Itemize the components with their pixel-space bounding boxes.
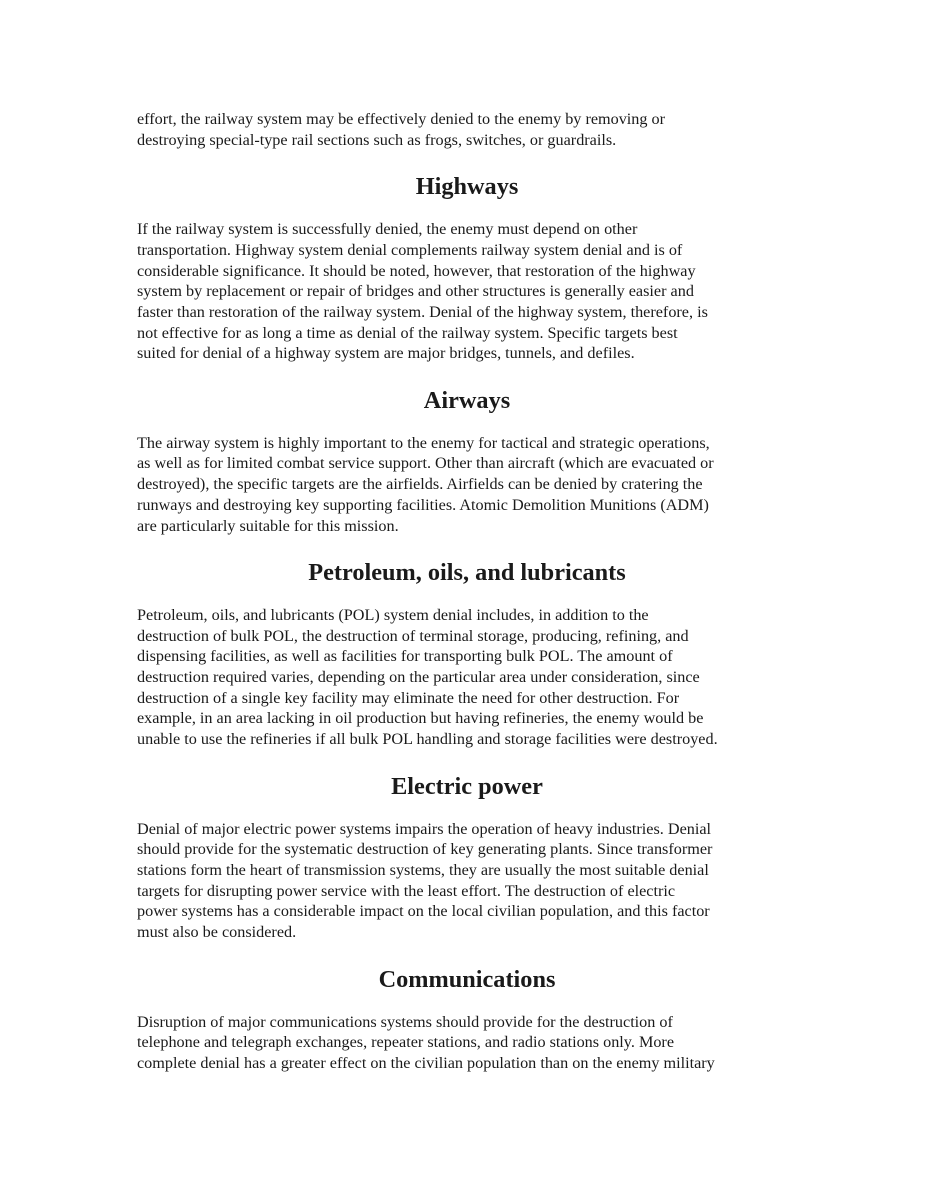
section-heading-electric-power: Electric power bbox=[391, 772, 543, 800]
section-heading-pol: Petroleum, oils, and lubricants bbox=[308, 559, 626, 587]
text-line: destroyed), the specific targets are the airfields. Airfields can be denied by cratering the bbox=[137, 475, 703, 494]
text-line: should provide for the systematic destruction of key generating plants. Since transformer bbox=[137, 840, 713, 859]
text-line: destruction required varies, depending on the particular area under consideration, since bbox=[137, 668, 700, 687]
text-line: transportation. Highway system denial complements railway system denial and is of bbox=[137, 240, 683, 259]
text-line: must also be considered. bbox=[137, 923, 297, 942]
text-line: Disruption of major communications systems should provide for the destruction of bbox=[137, 1012, 673, 1031]
text-line: system by replacement or repair of bridges and other structures is generally easier and bbox=[137, 282, 694, 301]
electric-power-paragraph bbox=[137, 819, 797, 943]
airways-paragraph bbox=[137, 433, 797, 537]
communications-paragraph bbox=[137, 1012, 797, 1074]
text-line: considerable significance. It should be noted, however, that restoration of the highway bbox=[137, 261, 696, 280]
text-line: Petroleum, oils, and lubricants (POL) system denial includes, in addition to the bbox=[137, 605, 649, 624]
text-line: Denial of major electric power systems impairs the operation of heavy industries. Denial bbox=[137, 819, 712, 838]
text-line: effort, the railway system may be effectively denied to the enemy by removing or bbox=[137, 110, 666, 128]
text-line: runways and destroying key supporting facilities. Atomic Demolition Munitions (ADM) bbox=[137, 495, 709, 514]
document-page bbox=[137, 109, 797, 1074]
section-heading-airways: Airways bbox=[423, 387, 511, 415]
text-line: not effective for as long a time as denial of the railway system. Specific targets best bbox=[137, 323, 678, 342]
section-heading-highways: Highways bbox=[415, 173, 519, 201]
text-line: complete denial has a greater effect on the civilian population than on the enemy military bbox=[137, 1053, 715, 1072]
text-line: If the railway system is successfully denied, the enemy must depend on other bbox=[137, 220, 638, 239]
text-line: dispensing facilities, as well as facilities for transporting bulk POL. The amount of bbox=[137, 647, 673, 666]
text-line: telephone and telegraph exchanges, repeater stations, and radio stations only. More bbox=[137, 1033, 675, 1052]
highways-paragraph bbox=[137, 219, 797, 364]
text-line: The airway system is highly important to the enemy for tactical and strategic operations, bbox=[137, 433, 710, 452]
text-line: example, in an area lacking in oil production but having refineries, the enemy would be bbox=[137, 709, 704, 728]
text-line: unable to use the refineries if all bulk POL handling and storage facilities were destroyed. bbox=[137, 730, 718, 749]
text-line: targets for disrupting power service with the least effort. The destruction of electric bbox=[137, 881, 676, 900]
text-line: power systems has a considerable impact on the local civilian population, and this factor bbox=[137, 902, 710, 921]
text-line: destroying special-type rail sections such as frogs, switches, or guardrails. bbox=[137, 130, 617, 149]
text-line: destruction of a single key facility may eliminate the need for other destruction. For bbox=[137, 688, 680, 707]
text-line: as well as for limited combat service support. Other than aircraft (which are evacuated or bbox=[137, 454, 714, 473]
pol-paragraph bbox=[137, 605, 797, 750]
text-line: faster than restoration of the railway system. Denial of the highway system, therefore, is bbox=[137, 302, 708, 321]
section-heading-communications: Communications bbox=[378, 965, 556, 993]
text-line: are particularly suitable for this mission. bbox=[137, 516, 399, 535]
text-line: suited for denial of a highway system are major bridges, tunnels, and defiles. bbox=[137, 344, 635, 363]
text-line: stations form the heart of transmission systems, they are usually the most suitable denial bbox=[137, 860, 709, 879]
intro-paragraph bbox=[137, 109, 797, 150]
text-line: destruction of bulk POL, the destruction of terminal storage, producing, refining, and bbox=[137, 626, 689, 645]
